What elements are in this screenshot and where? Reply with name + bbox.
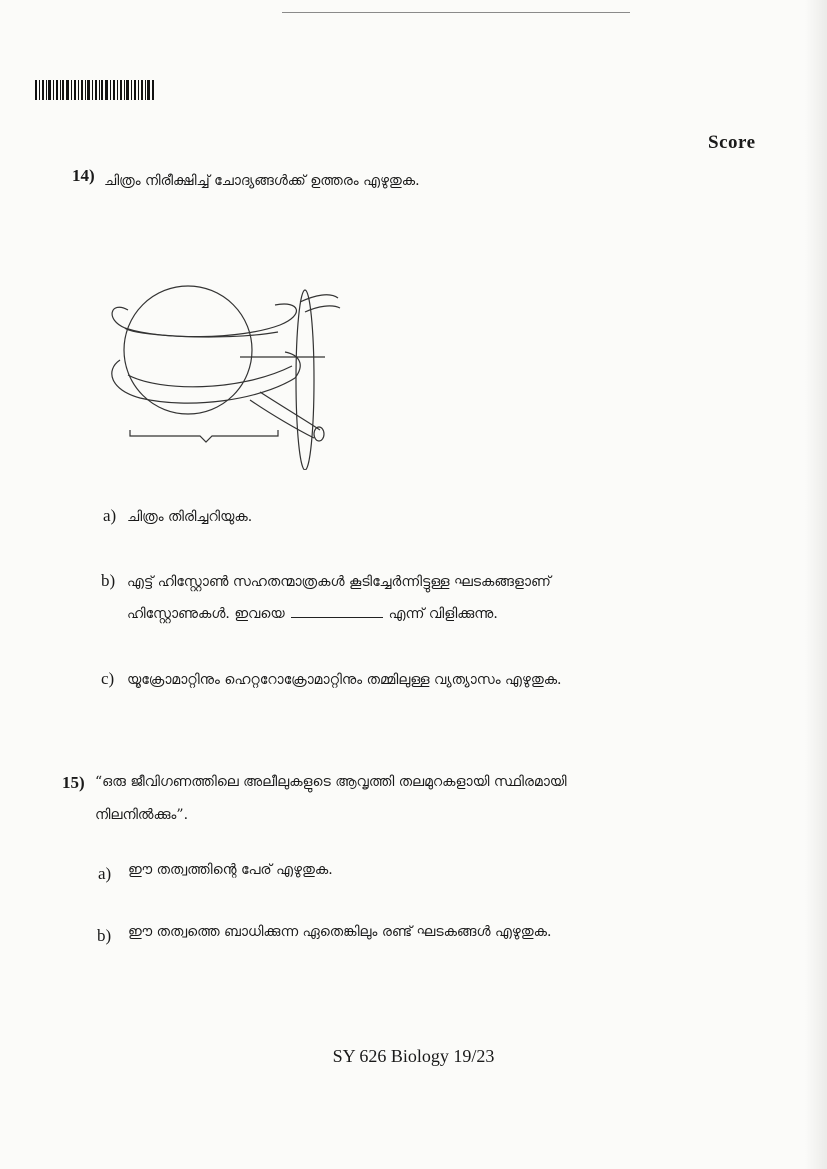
score-label: Score [708, 132, 756, 153]
q14b-line2-after: എന്ന് വിളിക്കുന്നു. [388, 606, 498, 622]
q15b-text: ഈ തത്വത്തെ ബാധിക്കുന്ന ഏതെങ്കിലും രണ്ട് ഘടകങ്ങൾ എഴുതുക. [128, 924, 552, 940]
q14a-text: ചിത്രം തിരിച്ചറിയുക. [127, 509, 253, 525]
q14b-label: b) [101, 571, 116, 590]
q15a-text: ഈ തത്വത്തിന്റെ പേര് എഴുതുക. [128, 862, 333, 878]
top-rule [282, 12, 630, 13]
page-footer: SY 626 Biology 19/23 [332, 1046, 495, 1066]
q14b-line2 [127, 605, 498, 623]
q14-prompt: ചിത്രം നിരീക്ഷിച്ച് ചോദ്യങ്ങൾക്ക് ഉത്തരം എഴുതുക. [104, 173, 420, 189]
q15-line2: നിലനിൽക്കും”. [95, 807, 189, 823]
q14-number: 14) [72, 166, 95, 185]
nucleosome-diagram-icon [100, 280, 345, 470]
q15b-label: b) [97, 926, 112, 945]
q15-number: 15) [62, 773, 85, 792]
scan-edge-shadow [805, 0, 827, 1169]
q14c-label: c) [101, 669, 115, 688]
q14a-label: a) [103, 506, 117, 525]
q14c-text: യൂക്രോമാറ്റിനും ഹെറ്ററോക്രോമാറ്റിനും തമ്മിലുള്ള വ്യത്യാസം എഴുതുക. [127, 672, 562, 688]
q14b-line1: എട്ട് ഹിസ്റ്റോൺ സഹതന്മാത്രകൾ കൂടിച്ചേർന്നിട്ടുള്ള ഘടകങ്ങളാണ് [127, 574, 551, 590]
q14b-line2-before: ഹിസ്റ്റോണുകൾ. ഇവയെ [127, 606, 285, 622]
barcode-icon [35, 80, 155, 100]
q15a-label: a) [98, 864, 112, 883]
q14b-answer-blank[interactable] [291, 605, 383, 618]
q15-line1: “ഒരു ജീവിഗണത്തിലെ അലീലുകളുടെ ആവൃത്തി തലമുറകളായി സ്ഥിരമായി [95, 774, 567, 790]
